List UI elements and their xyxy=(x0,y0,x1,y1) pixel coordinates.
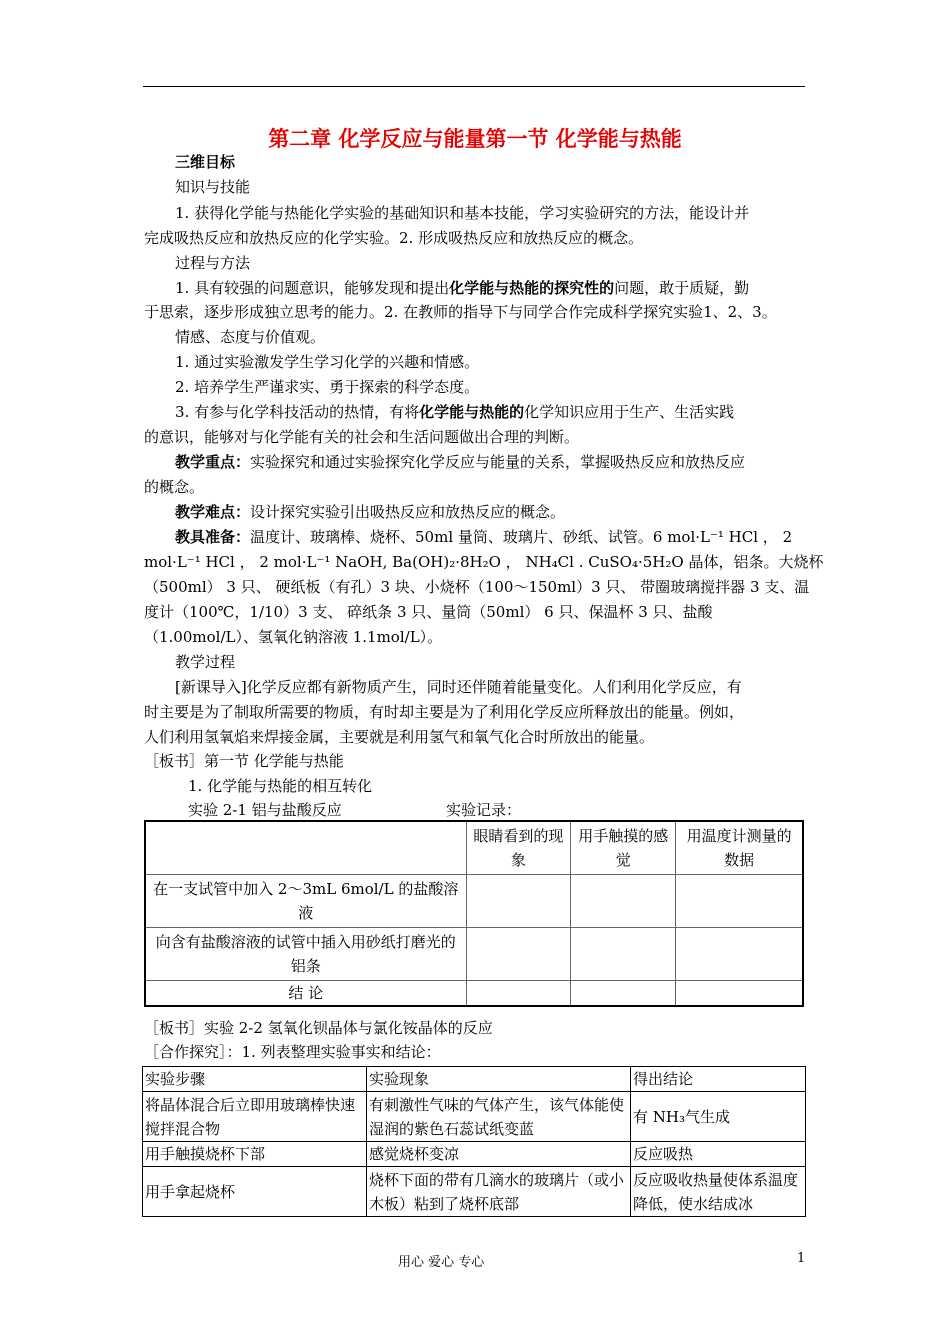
experiment-record-table xyxy=(144,820,804,1007)
table-cell: 结 论 xyxy=(145,981,466,1007)
table-cell: 用手触摸烧杯下部 xyxy=(143,1142,367,1167)
board-heading: ［板书］第一节 化学能与热能 xyxy=(144,752,344,770)
text-span: 问题，敢于质疑，勤 xyxy=(614,279,750,297)
footer-slogan: 用心 爱心 专心 xyxy=(398,1255,485,1270)
paragraph-line xyxy=(175,528,792,546)
cooperation-heading: ［合作探究］：1. 列表整理实验事实和结论： xyxy=(144,1043,441,1061)
table-header-cell: 实验步骤 xyxy=(143,1067,367,1092)
table-row xyxy=(145,928,803,981)
table-cell: 在一支试管中加入 2～3mL 6mol/L 的盐酸溶液 xyxy=(145,875,466,928)
paragraph-line: 1. 通过实验激发学生学习化学的兴趣和情感。 xyxy=(175,353,480,371)
table-cell[interactable] xyxy=(466,928,571,981)
knowledge-heading: 知识与技能 xyxy=(175,178,251,196)
key-label: 教学重点： xyxy=(175,453,251,471)
page-title: 第二章 化学反应与能量第一节 化学能与热能 xyxy=(268,127,682,151)
text-span: 3. 有参与化学科技活动的热情，有将 xyxy=(175,403,420,421)
table-cell[interactable] xyxy=(676,928,803,981)
emotion-heading: 情感、态度与价值观。 xyxy=(175,328,326,346)
table-cell: 反应吸收热量使体系温度降低，使水结成冰 xyxy=(631,1167,806,1217)
table-cell: 向含有盐酸溶液的试管中插入用砂纸打磨光的铝条 xyxy=(145,928,466,981)
paragraph-line xyxy=(175,403,734,421)
text-span: 设计探究实验引出吸热反应和放热反应的概念。 xyxy=(250,503,566,521)
paragraph-line: 时主要是为了制取所需要的物质，有时却主要是为了利用化学反应所释放出的能量。例如， xyxy=(144,703,745,721)
table-header-cell xyxy=(145,821,466,875)
table-cell[interactable] xyxy=(571,875,676,928)
page-number: 1 xyxy=(797,1251,806,1266)
paragraph-line xyxy=(175,453,745,471)
table-header-row xyxy=(145,821,803,875)
paragraph-line: （500ml） 3 只、 硬纸板（有孔）3 块、小烧杯（100～150ml）3 只、 带圈玻璃搅拌器 3 支、温 xyxy=(144,578,810,596)
table-row xyxy=(145,875,803,928)
table-header-cell: 眼睛看到的现象 xyxy=(466,821,571,875)
paragraph-line: 度计（100℃，1/10）3 支、 碎纸条 3 只、量筒（50ml） 6 只、保温杯 3 只、盐酸 xyxy=(144,603,713,621)
table-header-cell: 得出结论 xyxy=(631,1067,806,1092)
paragraph-line: 2. 培养学生严谨求实、勇于探索的科学态度。 xyxy=(175,378,480,396)
header-rule xyxy=(143,86,805,87)
subsection-heading: 1. 化学能与热能的相互转化 xyxy=(188,777,373,795)
table-cell: 有 NH₃气生成 xyxy=(631,1092,806,1142)
table-header-cell: 用温度计测量的数据 xyxy=(676,821,803,875)
table-header-cell: 用手触摸的感觉 xyxy=(571,821,676,875)
process-label: 教学过程 xyxy=(175,653,236,671)
table-cell[interactable] xyxy=(571,981,676,1007)
table-cell: 将晶体混合后立即用玻璃棒快速搅拌混合物 xyxy=(143,1092,367,1142)
paragraph-line xyxy=(175,279,749,297)
table-header-row xyxy=(143,1067,806,1092)
table-cell[interactable] xyxy=(466,875,571,928)
table-header-cell: 实验现象 xyxy=(367,1067,631,1092)
paragraph-line: 1. 获得化学能与热能化学实验的基础知识和基本技能，学习实验研究的方法，能设计并 xyxy=(175,204,750,222)
experiment-record-label: 实验记录： xyxy=(446,801,522,819)
table-row xyxy=(143,1142,806,1167)
paragraph-line: 于思索，逐步形成独立思考的能力。2. 在教师的指导下与同学合作完成科学探究实验1、2、3。 xyxy=(144,303,777,321)
table-cell[interactable] xyxy=(466,981,571,1007)
table-cell: 有刺激性气味的气体产生，该气体能使湿润的紫色石蕊试纸变蓝 xyxy=(367,1092,631,1142)
table-cell: 感觉烧杯变凉 xyxy=(367,1142,631,1167)
table-cell[interactable] xyxy=(676,875,803,928)
text-span: 1. 具有较强的问题意识，能够发现和提出 xyxy=(175,279,450,297)
table-row xyxy=(145,981,803,1007)
paragraph-line xyxy=(175,503,565,521)
paragraph-line: [新课导入]化学反应都有新物质产生，同时还伴随着能量变化。人们利用化学反应，有 xyxy=(175,678,742,696)
table-cell[interactable] xyxy=(676,981,803,1007)
process-heading: 过程与方法 xyxy=(175,254,251,272)
experiment-title: 实验 2-1 铝与盐酸反应 xyxy=(188,801,342,819)
table-row xyxy=(143,1167,806,1217)
table-cell[interactable] xyxy=(571,928,676,981)
paragraph-line: 的意识，能够对与化学能有关的社会和生活问题做出合理的判断。 xyxy=(144,428,580,446)
paragraph-line: mol·L⁻¹ HCl ， 2 mol·L⁻¹ NaOH, Ba(OH)₂·8H₂O ， NH₄Cl . CuSO₄·5H₂O 晶体，铝条。大烧杯 xyxy=(144,553,824,571)
experiment-facts-table xyxy=(142,1066,806,1217)
text-span: 温度计、玻璃棒、烧杯、50ml 量筒、玻璃片、砂纸、试管。6 mol·L⁻¹ HCl ， 2 xyxy=(250,528,793,546)
bold-span: 化学能与热能的 xyxy=(419,403,525,421)
paragraph-line: 人们利用氢氧焰来焊接金属，主要就是利用氢气和氧气化合时所放出的能量。 xyxy=(144,728,655,746)
paragraph-line: （1.00mol/L）、氢氧化钠溶液 1.1mol/L）。 xyxy=(144,628,443,646)
difficulty-label: 教学难点： xyxy=(175,503,251,521)
text-span: 化学知识应用于生产、生活实践 xyxy=(524,403,735,421)
section-heading: 三维目标 xyxy=(175,153,236,171)
text-span: 实验探究和通过实验探究化学反应与能量的关系，掌握吸热反应和放热反应 xyxy=(250,453,746,471)
table-cell: 烧杯下面的带有几滴水的玻璃片（或小木板）粘到了烧杯底部 xyxy=(367,1167,631,1217)
table-row xyxy=(143,1092,806,1142)
table-cell: 用手拿起烧杯 xyxy=(143,1167,367,1217)
board-heading: ［板书］实验 2-2 氢氧化钡晶体与氯化铵晶体的反应 xyxy=(144,1019,493,1037)
bold-span: 化学能与热能的探究性的 xyxy=(449,279,615,297)
paragraph-line: 的概念。 xyxy=(144,478,205,496)
table-cell: 反应吸热 xyxy=(631,1142,806,1167)
paragraph-line: 完成吸热反应和放热反应的化学实验。2. 形成吸热反应和放热反应的概念。 xyxy=(144,229,644,247)
tools-label: 教具准备： xyxy=(175,528,251,546)
